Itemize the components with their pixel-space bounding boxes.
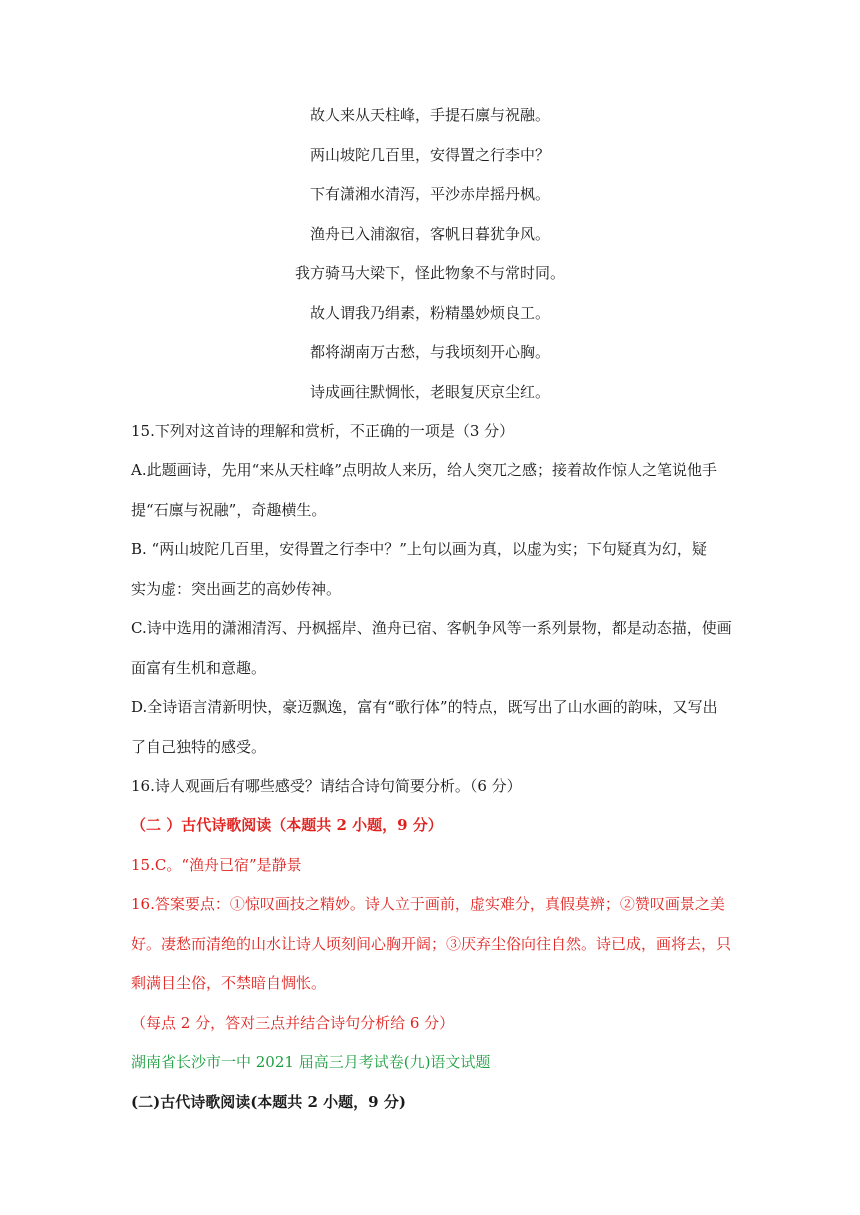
question-15-stem: 15.下列对这首诗的理解和赏析，不正确的一项是（3 分）: [131, 422, 515, 440]
poem-line: 故人谓我乃绢素，粉精墨妙烦良工。: [309, 304, 550, 322]
poem-line: 下有潇湘水清泻，平沙赤岸摇丹枫。: [309, 185, 550, 203]
answer-scoring-note: （每点 2 分，答对三点并结合诗句分析给 6 分）: [131, 1014, 455, 1032]
poem-line: 故人来从天柱峰，手提石廪与祝融。: [309, 106, 550, 124]
option-a-line-1: A.此题画诗，先用“来从天柱峰”点明故人来历，给人突兀之感；接着故作惊人之笔说他手: [131, 461, 717, 479]
answer-16-line-1: 16.答案要点：①惊叹画技之精妙。诗人立于画前，虚实难分，真假莫辨；②赞叹画景之美: [131, 895, 725, 913]
option-a-line-2: 提“石廪与祝融”，奇趣横生。: [131, 501, 327, 519]
option-b-line-2: 实为虚：突出画艺的高妙传神。: [131, 580, 342, 598]
answer-heading: （二 ）古代诗歌阅读（本题共 2 小题，9 分）: [131, 816, 443, 834]
poem-line: 渔舟已入浦溆宿，客帆日暮犹争风。: [309, 225, 550, 243]
poem-line: 我方骑马大梁下，怪此物象不与常时同。: [294, 264, 565, 282]
answer-16-line-2: 好。凄愁而清绝的山水让诗人顷刻间心胸开阔；③厌弃尘俗向往自然。诗已成，画将去，只: [131, 935, 732, 953]
source-title: 湖南省长沙市一中 2021 届高三月考试卷(九)语文试题: [131, 1053, 491, 1071]
question-16-stem: 16.诗人观画后有哪些感受？请结合诗句简要分析。（6 分）: [131, 777, 522, 795]
option-d-line-2: 了自己独特的感受。: [131, 738, 267, 756]
answer-16-line-3: 剩满目尘俗，不禁暗自惆怅。: [131, 974, 327, 992]
option-c-line-2: 面富有生机和意趣。: [131, 659, 267, 677]
option-b-line-1: B. “两山坡陀几百里，安得置之行李中？”上句以画为真，以虚为实；下句疑真为幻，疑: [131, 540, 707, 558]
section-heading: (二)古代诗歌阅读(本题共 2 小题，9 分): [131, 1093, 406, 1111]
option-d-line-1: D.全诗语言清新明快，豪迈飘逸，富有“歌行体”的特点，既写出了山水画的韵味，又写出: [131, 698, 718, 716]
poem-line: 诗成画往默惆怅，老眼复厌京尘红。: [309, 383, 550, 401]
option-c-line-1: C.诗中选用的潇湘清泻、丹枫摇岸、渔舟已宿、客帆争风等一系列景物，都是动态描，使画: [131, 619, 732, 637]
poem-line: 两山坡陀几百里，安得置之行李中？: [309, 146, 550, 164]
answer-15: 15.C。“渔舟已宿”是静景: [131, 856, 302, 874]
poem-line: 都将湖南万古愁，与我顷刻开心胸。: [309, 343, 550, 361]
